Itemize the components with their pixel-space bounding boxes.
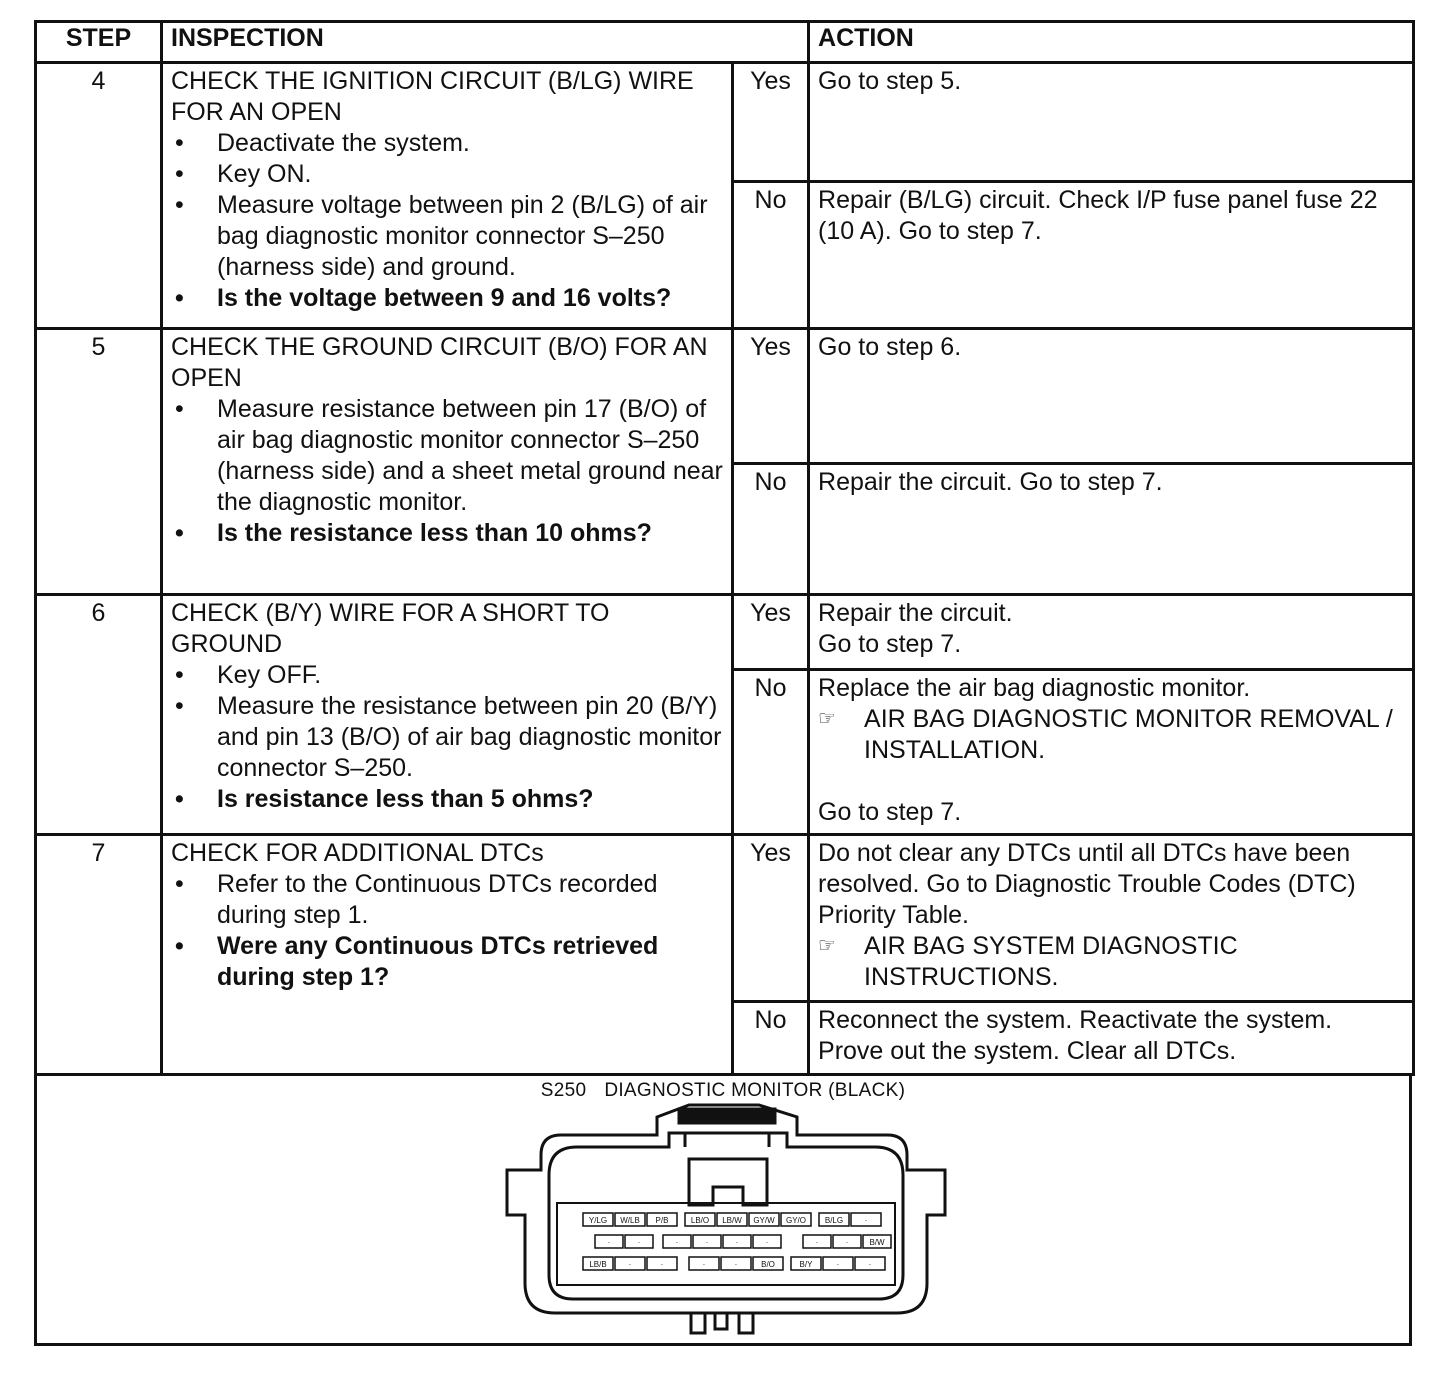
no-label: No: [733, 182, 809, 329]
connector-pin-label: ·: [735, 1238, 739, 1247]
yes-action: [809, 595, 1414, 670]
inspection-bullet: • Key OFF.: [171, 660, 723, 691]
connector-pin-label: ·: [660, 1260, 664, 1269]
connector-diagram-panel: [34, 1075, 1412, 1346]
no-action-outro: Go to step 7.: [818, 798, 962, 826]
action-header: ACTION: [809, 22, 1414, 63]
no-label: No: [733, 464, 809, 595]
connector-pin-label: B/Y: [799, 1260, 813, 1269]
connector-pin-label: B/W: [869, 1238, 885, 1247]
reference-text: AIR BAG DIAGNOSTIC MONITOR REMOVAL / INSTALLATION.: [864, 705, 1393, 764]
connector-pin-label: B/LG: [824, 1216, 844, 1225]
connector-pin-label: ·: [675, 1238, 679, 1247]
yes-action-intro: Do not clear any DTCs until all DTCs have been resolved. Go to Diagnostic Trouble Codes (DTC) Priority Table.: [818, 839, 1356, 929]
connector-pin-label: B/O: [761, 1260, 775, 1269]
no-action: Reconnect the system. Reactivate the system. Prove out the system. Clear all DTCs.: [809, 1002, 1414, 1075]
connector-pin-label: ·: [845, 1238, 849, 1247]
diagnostic-document: [34, 20, 1412, 1346]
reference-link[interactable]: [818, 704, 1404, 766]
inspection-bullet: • Refer to the Continuous DTCs recorded during step 1.: [171, 869, 723, 931]
connector-pin-label: W/LB: [620, 1216, 640, 1225]
inspection-bullet: • Key ON.: [171, 159, 723, 190]
yes-action-line: Go to step 7.: [818, 630, 962, 658]
connector-pin-label: Y/LG: [588, 1216, 608, 1225]
connector-pin-label: ·: [607, 1238, 611, 1247]
inspection-title: CHECK THE IGNITION CIRCUIT (B/LG) WIRE FOR AN OPEN: [171, 67, 694, 126]
yes-label: Yes: [733, 329, 809, 464]
connector-pin-label: GY/O: [785, 1216, 807, 1225]
connector-pin-label: ·: [836, 1260, 840, 1269]
step-number: 4: [36, 63, 162, 329]
table-header-row: [36, 22, 1414, 63]
connector-pin-label: ·: [628, 1260, 632, 1269]
connector-pin-label: GY/W: [753, 1216, 775, 1225]
connector-pin-label: ·: [765, 1238, 769, 1247]
step-4-yes-row: [36, 63, 1414, 182]
connector-pin-label: ·: [868, 1260, 872, 1269]
pointing-hand-icon: ☞: [818, 708, 836, 730]
no-label: No: [733, 670, 809, 835]
step-4-inspection: [162, 63, 733, 329]
pin-rows: [583, 1213, 891, 1270]
step-number: 5: [36, 329, 162, 595]
reference-text: AIR BAG SYSTEM DIAGNOSTIC INSTRUCTIONS.: [864, 932, 1238, 991]
connector-pin-label: ·: [815, 1238, 819, 1247]
connector-bottom-terminals: [691, 1313, 753, 1333]
step-number: 6: [36, 595, 162, 835]
yes-action-line: Repair the circuit.: [818, 599, 1013, 627]
inspection-bullet: • Measure resistance between pin 17 (B/O) of air bag diagnostic monitor connector S–250 (harness side) and a sheet metal ground near the diagnostic monitor.: [171, 394, 723, 518]
connector-pin-label: P/B: [655, 1216, 669, 1225]
connector-pin-label: ·: [702, 1260, 706, 1269]
step-header: STEP: [36, 22, 162, 63]
inspection-question: • Is the voltage between 9 and 16 volts?: [171, 283, 723, 314]
inspection-bullet: • Measure the resistance between pin 20 (B/Y) and pin 13 (B/O) of air bag diagnostic monitor connector S–250.: [171, 691, 723, 784]
step-7-inspection: [162, 835, 733, 1075]
no-action: [809, 670, 1414, 835]
diagnostic-table: [34, 20, 1415, 1076]
no-label: No: [733, 1002, 809, 1075]
yes-action: Go to step 5.: [809, 63, 1414, 182]
inspection-bullet: • Deactivate the system.: [171, 128, 723, 159]
connector-keyway: [685, 1133, 769, 1147]
connector-pin-label: LB/O: [690, 1216, 710, 1225]
inspection-title: CHECK THE GROUND CIRCUIT (B/O) FOR AN OPEN: [171, 333, 708, 392]
inspection-question: • Is resistance less than 5 ohms?: [171, 784, 723, 815]
connector-pin-label: ·: [864, 1216, 868, 1225]
connector-pin-label: LB/W: [722, 1216, 742, 1225]
inspection-bullet: • Measure voltage between pin 2 (B/LG) of air bag diagnostic monitor connector S–250 (harness side) and ground.: [171, 190, 723, 283]
yes-label: Yes: [733, 63, 809, 182]
connector-pin-label: ·: [637, 1238, 641, 1247]
connector-pin-label: ·: [734, 1260, 738, 1269]
step-5-inspection: [162, 329, 733, 595]
inspection-header: INSPECTION: [162, 22, 809, 63]
connector-description: DIAGNOSTIC MONITOR (BLACK): [604, 1080, 906, 1101]
connector-drawing: [37, 1075, 1415, 1346]
pointing-hand-icon: ☞: [818, 935, 836, 957]
yes-action: [809, 835, 1414, 1002]
yes-label: Yes: [733, 595, 809, 670]
yes-action: Go to step 6.: [809, 329, 1414, 464]
no-action: Repair (B/LG) circuit. Check I/P fuse panel fuse 22 (10 A). Go to step 7.: [809, 182, 1414, 329]
connector-outer-shell: [507, 1105, 945, 1313]
inspection-title: CHECK FOR ADDITIONAL DTCs: [171, 839, 544, 867]
inspection-title: CHECK (B/Y) WIRE FOR A SHORT TO GROUND: [171, 599, 610, 658]
connector-pin-label: ·: [705, 1238, 709, 1247]
step-5-yes-row: [36, 329, 1414, 464]
connector-pin-label: LB/B: [589, 1260, 607, 1269]
step-7-yes-row: [36, 835, 1414, 1002]
connector-latch-slot: [679, 1109, 775, 1123]
step-number: 7: [36, 835, 162, 1075]
inspection-question: • Is the resistance less than 10 ohms?: [171, 518, 723, 549]
step-6-yes-row: [36, 595, 1414, 670]
step-6-inspection: [162, 595, 733, 835]
connector-lock-tab: [689, 1159, 767, 1205]
reference-link[interactable]: [818, 931, 1404, 993]
no-action-intro: Replace the air bag diagnostic monitor.: [818, 674, 1251, 702]
inspection-question: • Were any Continuous DTCs retrieved during step 1?: [171, 931, 723, 993]
connector-id: S250: [540, 1080, 587, 1101]
yes-label: Yes: [733, 835, 809, 1002]
no-action: Repair the circuit. Go to step 7.: [809, 464, 1414, 595]
